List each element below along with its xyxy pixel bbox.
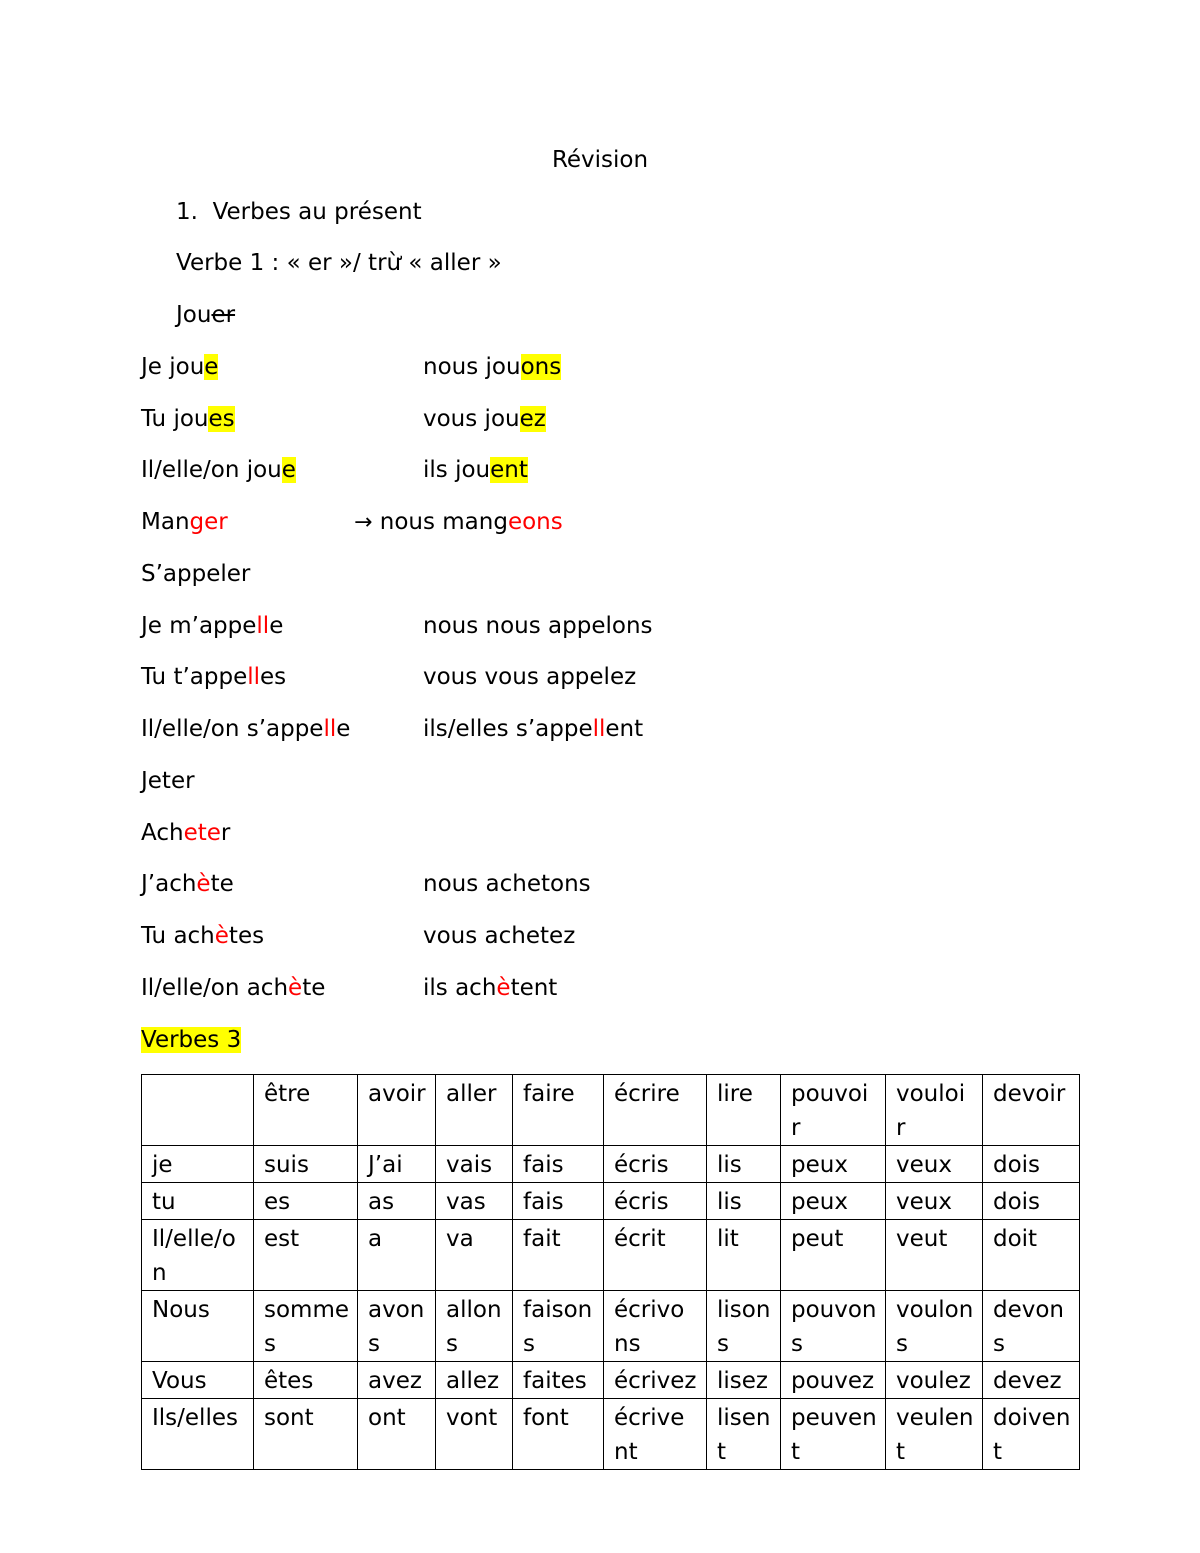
- table-row: [142, 1399, 1080, 1470]
- sappeler-ils: ils/elles s’appellent: [423, 716, 644, 742]
- conjugation-table: [141, 1074, 1080, 1470]
- table-row: [142, 1183, 1080, 1220]
- jouer-tu: Tu joues: [141, 406, 235, 432]
- table-header-cell: écrire: [604, 1075, 707, 1146]
- table-cell: vas: [436, 1183, 513, 1220]
- table-cell: allez: [436, 1362, 513, 1399]
- table-cell: veux: [886, 1183, 983, 1220]
- table-row: [142, 1291, 1080, 1362]
- table-cell: fais: [513, 1146, 604, 1183]
- table-cell: voulons: [886, 1291, 983, 1362]
- table-cell: écris: [604, 1146, 707, 1183]
- table-header-cell: devoir: [983, 1075, 1080, 1146]
- jouer-il: Il/elle/on joue: [141, 457, 296, 483]
- ending-highlight: es: [208, 406, 235, 432]
- jouer-ils: ils jouent: [423, 457, 528, 483]
- table-cell: sont: [254, 1399, 358, 1470]
- table-pronoun-cell: je: [142, 1146, 254, 1183]
- table-header-cell: pouvoir: [781, 1075, 886, 1146]
- table-cell: dois: [983, 1183, 1080, 1220]
- table-cell: as: [358, 1183, 436, 1220]
- jouer-je: Je joue: [141, 354, 219, 380]
- verbe1-label: Verbe 1 : « er »/ trừ « aller »: [176, 250, 502, 276]
- sappeler-tu: Tu t’appelles: [141, 664, 287, 690]
- ending-highlight: e: [281, 457, 296, 483]
- table-cell: J’ai: [358, 1146, 436, 1183]
- table-header-cell: être: [254, 1075, 358, 1146]
- table-header-cell: vouloir: [886, 1075, 983, 1146]
- section-title: Verbes au présent: [212, 199, 422, 225]
- struck-ending: er: [211, 302, 236, 328]
- jouer-infinitive: Jouer: [176, 302, 236, 328]
- table-header-row: [142, 1075, 1080, 1146]
- table-cell: faites: [513, 1362, 604, 1399]
- table-row: [142, 1220, 1080, 1291]
- table-cell: va: [436, 1220, 513, 1291]
- table-cell: lis: [707, 1183, 781, 1220]
- table-cell: es: [254, 1183, 358, 1220]
- arrow-right-icon: →: [354, 510, 373, 535]
- table-cell: lisez: [707, 1362, 781, 1399]
- table-pronoun-cell: Nous: [142, 1291, 254, 1362]
- table-cell: peux: [781, 1183, 886, 1220]
- table-cell: voulez: [886, 1362, 983, 1399]
- acheter-vous: vous achetez: [423, 923, 576, 949]
- table-header-cell: aller: [436, 1075, 513, 1146]
- table-cell: devons: [983, 1291, 1080, 1362]
- table-cell: ont: [358, 1399, 436, 1470]
- table-cell: suis: [254, 1146, 358, 1183]
- table-cell: lis: [707, 1146, 781, 1183]
- table-cell: est: [254, 1220, 358, 1291]
- table-cell: devez: [983, 1362, 1080, 1399]
- table-cell: lisent: [707, 1399, 781, 1470]
- table-cell: faisons: [513, 1291, 604, 1362]
- table-pronoun-cell: Vous: [142, 1362, 254, 1399]
- table-cell: avez: [358, 1362, 436, 1399]
- sappeler-nous: nous nous appelons: [423, 613, 653, 639]
- table-cell: peuvent: [781, 1399, 886, 1470]
- manger-infinitive: Manger: [141, 509, 228, 535]
- table-cell: peut: [781, 1220, 886, 1291]
- table-cell: écris: [604, 1183, 707, 1220]
- table-cell: font: [513, 1399, 604, 1470]
- acheter-tu: Tu achètes: [141, 923, 265, 949]
- ending-highlight: ons: [520, 354, 562, 380]
- jouer-vous: vous jouez: [423, 406, 546, 432]
- table-cell: écrivons: [604, 1291, 707, 1362]
- acheter-infinitive: Acheter: [141, 820, 231, 846]
- jeter-infinitive: Jeter: [141, 768, 195, 794]
- table-cell: pouvez: [781, 1362, 886, 1399]
- jouer-nous: nous jouons: [423, 354, 562, 380]
- table-cell: peux: [781, 1146, 886, 1183]
- table-pronoun-cell: Il/elle/on: [142, 1220, 254, 1291]
- table-cell: fais: [513, 1183, 604, 1220]
- ending-highlight: ez: [519, 406, 546, 432]
- table-cell: lisons: [707, 1291, 781, 1362]
- table-cell: doit: [983, 1220, 1080, 1291]
- table-cell: vont: [436, 1399, 513, 1470]
- ending-highlight: ent: [490, 457, 528, 483]
- table-pronoun-cell: tu: [142, 1183, 254, 1220]
- table-cell: pouvons: [781, 1291, 886, 1362]
- verbes3-heading: Verbes 3: [141, 1027, 242, 1053]
- table-cell: sommes: [254, 1291, 358, 1362]
- table-header-cell: faire: [513, 1075, 604, 1146]
- sappeler-il: Il/elle/on s’appelle: [141, 716, 351, 742]
- table-cell: écrit: [604, 1220, 707, 1291]
- table-cell: veux: [886, 1146, 983, 1183]
- table-cell: écrivent: [604, 1399, 707, 1470]
- table-cell: avons: [358, 1291, 436, 1362]
- sappeler-je: Je m’appelle: [141, 613, 284, 639]
- table-cell: lit: [707, 1220, 781, 1291]
- sappeler-infinitive: S’appeler: [141, 561, 251, 587]
- acheter-je: J’achète: [141, 871, 234, 897]
- table-cell: vais: [436, 1146, 513, 1183]
- table-cell: veulent: [886, 1399, 983, 1470]
- table-header-cell: avoir: [358, 1075, 436, 1146]
- table-pronoun-cell: Ils/elles: [142, 1399, 254, 1470]
- section-heading: [176, 197, 422, 227]
- table-cell: veut: [886, 1220, 983, 1291]
- table-cell: dois: [983, 1146, 1080, 1183]
- ending-highlight: e: [204, 354, 219, 380]
- acheter-nous: nous achetons: [423, 871, 591, 897]
- table-cell: allons: [436, 1291, 513, 1362]
- table-row: [142, 1146, 1080, 1183]
- manger-result: → nous mangeons: [354, 509, 563, 535]
- table-cell: doivent: [983, 1399, 1080, 1470]
- table-cell: êtes: [254, 1362, 358, 1399]
- acheter-il: Il/elle/on achète: [141, 975, 326, 1001]
- table-cell: fait: [513, 1220, 604, 1291]
- section-number: 1.: [176, 199, 198, 225]
- acheter-ils: ils achètent: [423, 975, 558, 1001]
- table-cell: écrivez: [604, 1362, 707, 1399]
- table-cell: a: [358, 1220, 436, 1291]
- table-header-cell: [142, 1075, 254, 1146]
- table-row: [142, 1362, 1080, 1399]
- sappeler-vous: vous vous appelez: [423, 664, 637, 690]
- table-header-cell: lire: [707, 1075, 781, 1146]
- page-title: Révision: [551, 147, 649, 173]
